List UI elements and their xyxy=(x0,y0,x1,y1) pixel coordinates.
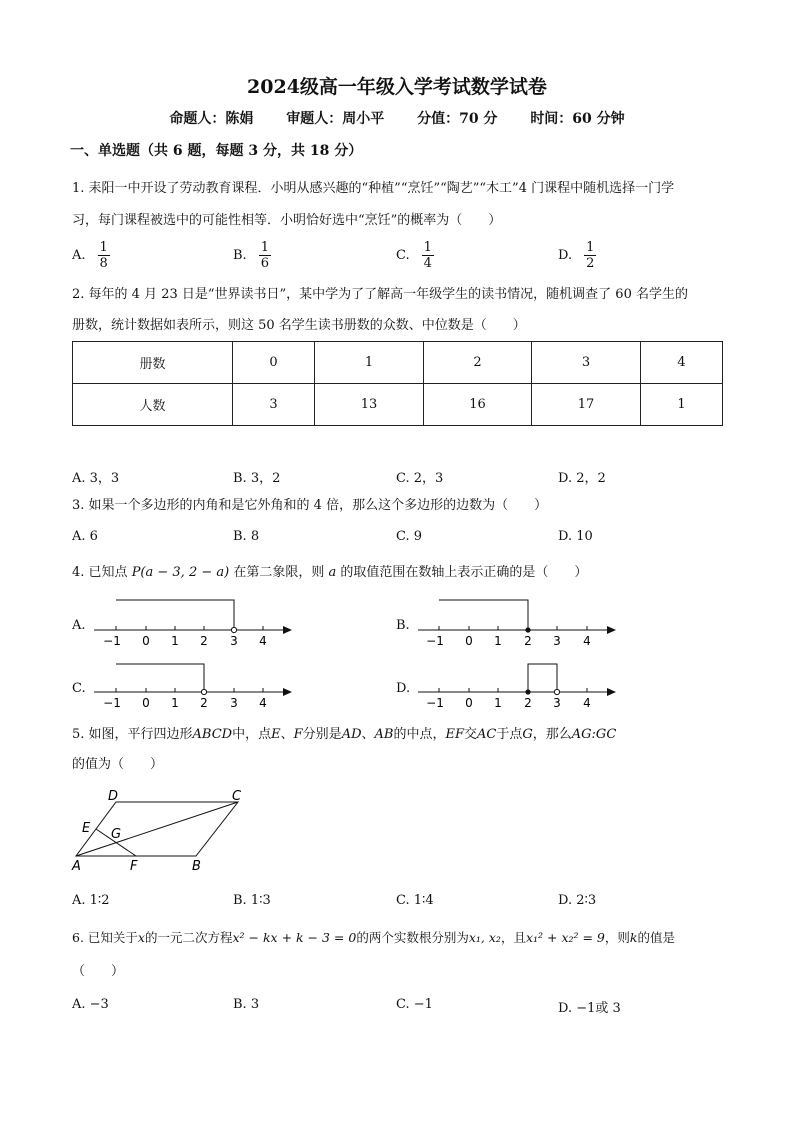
q1-option-d: D. $\frac{1}{2}$ xyxy=(558,240,595,271)
time: 时间：60 分钟 xyxy=(530,111,625,127)
table-cell: 册数 xyxy=(73,342,233,384)
svg-text:1: 1 xyxy=(171,696,179,710)
q4-option-c-label: C. xyxy=(72,681,86,696)
svg-text:0: 0 xyxy=(142,696,150,710)
q1-option-b: B. $\frac{1}{6}$ xyxy=(233,240,269,271)
q3-option-c: C. 9 xyxy=(396,529,423,544)
q1-option-c: C. $\frac{1}{4}$ xyxy=(396,240,432,271)
table-cell: 人数 xyxy=(73,384,233,426)
table-cell: 13 xyxy=(315,384,424,426)
q5-stem-line2: 的值为（ ） xyxy=(72,757,164,772)
table-cell: 17 xyxy=(532,384,641,426)
svg-text:0: 0 xyxy=(142,634,150,648)
q4-option-b-label: B. xyxy=(396,618,410,633)
label-d: D xyxy=(108,789,119,804)
label-f: F xyxy=(130,859,138,874)
table-cell: 0 xyxy=(233,342,315,384)
q2-option-a: A. 3，3 xyxy=(72,471,120,486)
svg-text:4: 4 xyxy=(583,696,591,710)
svg-text:2: 2 xyxy=(524,634,532,648)
q2-option-b: B. 3，2 xyxy=(233,471,281,486)
table-cell: 1 xyxy=(315,342,424,384)
svg-text:2: 2 xyxy=(524,696,532,710)
q6-option-c: C. −1 xyxy=(396,997,433,1012)
q6-option-d: D. −1或 3 xyxy=(558,1001,621,1016)
q3-option-b: B. 8 xyxy=(233,529,260,544)
table-cell: 16 xyxy=(424,384,532,426)
q3-option-a: A. 6 xyxy=(72,529,98,544)
q2-line2: 册数，统计数据如表所示，则这 50 名学生读书册数的众数、中位数是（ ） xyxy=(72,318,526,333)
q1-line2: 习，每门课程被选中的可能性相等．小明恰好选中“烹饪”的概率为（ ） xyxy=(72,213,502,228)
svg-text:4: 4 xyxy=(583,634,591,648)
q5-option-d: D. 2∶3 xyxy=(558,893,597,908)
table-cell: 4 xyxy=(641,342,723,384)
q5-option-a: A. 1∶2 xyxy=(72,893,110,908)
q1-option-a: A. $\frac{1}{8}$ xyxy=(72,240,108,271)
q2-line1: 2. 每年的 4 月 23 日是“世界读书日”，某中学为了了解高一年级学生的读书情况，随机调查了 60 名学生的 xyxy=(72,287,688,302)
q1-line1: 1. 耒阳一中开设了劳动教育课程．小明从感兴趣的“种植”“烹饪”“陶艺”“木工”4 门课程中随机选择一门学 xyxy=(72,181,675,196)
svg-text:2: 2 xyxy=(200,634,208,648)
q6-stem-line2: （ ） xyxy=(72,964,125,979)
svg-text:−1: −1 xyxy=(103,634,121,648)
svg-text:1: 1 xyxy=(171,634,179,648)
q4-option-d-label: D. xyxy=(396,681,411,696)
svg-text:3: 3 xyxy=(553,634,561,648)
label-b: B xyxy=(192,859,201,874)
label-e: E xyxy=(82,821,91,836)
section-title: 一、单选题（共 6 题，每题 3 分，共 18 分） xyxy=(70,143,363,159)
label-c: C xyxy=(232,789,242,804)
svg-text:−1: −1 xyxy=(103,696,121,710)
svg-text:0: 0 xyxy=(465,696,473,710)
svg-text:−1: −1 xyxy=(426,634,444,648)
q3-option-d: D. 10 xyxy=(558,529,593,544)
svg-text:3: 3 xyxy=(230,696,238,710)
table-cell: 1 xyxy=(641,384,723,426)
q6-option-a: A. −3 xyxy=(72,997,109,1012)
q5-stem-line1: 5. 如图，平行四边形ABCD中，点E、F分别是AD、AB的中点，EF交AC于点G，那么AG:GC xyxy=(72,727,617,742)
score: 分值：70 分 xyxy=(417,111,498,127)
svg-text:1: 1 xyxy=(494,696,502,710)
author: 命题人：陈娟 xyxy=(169,111,254,127)
q2-option-d: D. 2，2 xyxy=(558,471,606,486)
q6-option-b: B. 3 xyxy=(233,997,260,1012)
svg-text:−1: −1 xyxy=(426,696,444,710)
q4-option-a-label: A. xyxy=(72,618,86,633)
table-cell: 2 xyxy=(424,342,532,384)
svg-text:3: 3 xyxy=(553,696,561,710)
svg-text:1: 1 xyxy=(494,634,502,648)
q2-option-c: C. 2，3 xyxy=(396,471,444,486)
q5-option-b: B. 1∶3 xyxy=(233,893,271,908)
svg-text:4: 4 xyxy=(259,696,267,710)
svg-text:2: 2 xyxy=(200,696,208,710)
label-a: A xyxy=(72,859,81,874)
table-cell: 3 xyxy=(233,384,315,426)
reviewer: 审题人：周小平 xyxy=(286,111,385,127)
q4-stem: 4. 已知点 P(a − 3, 2 − a) 在第二象限，则 a 的取值范围在数轴上表示正确的是（ ） xyxy=(72,565,588,580)
exam-title: 2024级高一年级入学考试数学试卷 xyxy=(247,76,547,98)
svg-text:4: 4 xyxy=(259,634,267,648)
q6-stem-line1: 6. 已知关于x的一元二次方程x² − kx + k − 3 = 0的两个实数根分别为x₁, x₂，且x₁² + x₂² = 9，则k的值是 xyxy=(72,930,675,945)
svg-text:3: 3 xyxy=(230,634,238,648)
table-cell: 3 xyxy=(532,342,641,384)
label-g: G xyxy=(111,827,122,842)
svg-text:0: 0 xyxy=(465,634,473,648)
q5-option-c: C. 1∶4 xyxy=(396,893,434,908)
q3-line1: 3. 如果一个多边形的内角和是它外角和的 4 倍，那么这个多边形的边数为（ ） xyxy=(72,498,548,513)
